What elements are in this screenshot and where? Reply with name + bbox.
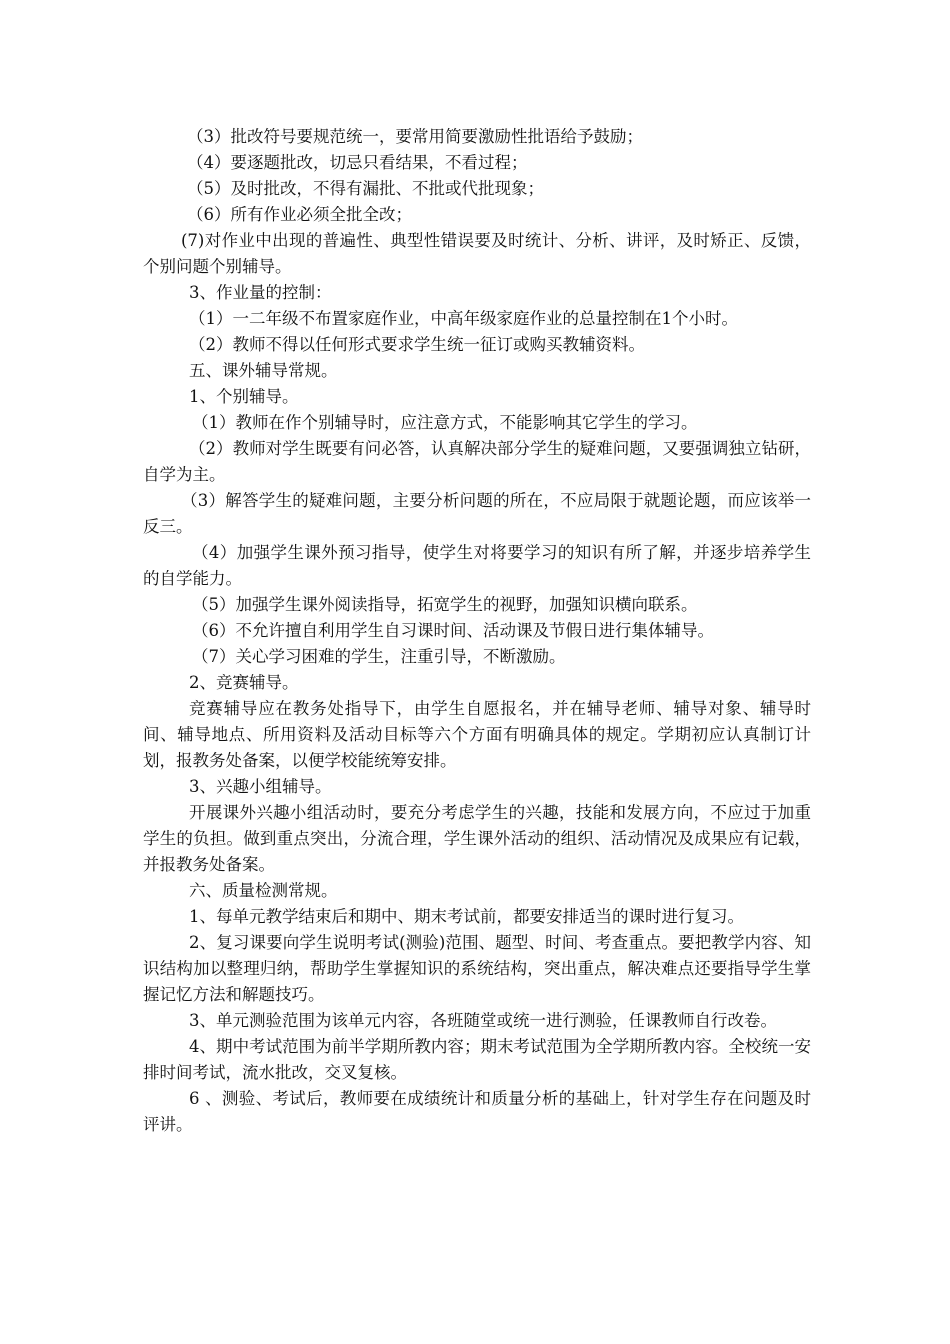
paragraph: 3、单元测验范围为该单元内容，各班随堂或统一进行测验，任课教师自行改卷。 (189, 1011, 777, 1030)
paragraph: （7）关心学习困难的学生，注重引导，不断激励。 (192, 647, 566, 666)
paragraph: （2）教师对学生既要有问必答，认真解决部分学生的疑难问题，又要强调独立钻研，自学为主。 (143, 439, 811, 484)
paragraph: （5）及时批改，不得有漏批、不批或代批现象； (187, 179, 544, 198)
paragraph: （1）一二年级不布置家庭作业，中高年级家庭作业的总量控制在1个小时。 (189, 309, 738, 328)
paragraph: （6）所有作业必须全批全改； (187, 205, 412, 224)
section-heading: 五、课外辅导常规。 (189, 361, 338, 380)
paragraph: (7)对作业中出现的普遍性、典型性错误要及时统计、分析、讲评，及时矫正、反馈，个别问题个别辅导。 (143, 231, 811, 276)
paragraph: （5）加强学生课外阅读指导，拓宽学生的视野，加强知识横向联系。 (192, 595, 698, 614)
paragraph: （3）批改符号要规范统一，要常用简要激励性批语给予鼓励； (187, 127, 643, 146)
section-heading: 2、竞赛辅导。 (189, 673, 299, 692)
paragraph: 6 、测验、考试后，教师要在成绩统计和质量分析的基础上，针对学生存在问题及时评讲。 (143, 1089, 811, 1134)
paragraph: （4）加强学生课外预习指导，使学生对将要学习的知识有所了解，并逐步培养学生的自学能力。 (143, 543, 811, 588)
paragraph: （1）教师在作个别辅导时，应注意方式，不能影响其它学生的学习。 (192, 413, 698, 432)
paragraph: 2、复习课要向学生说明考试(测验)范围、题型、时间、考查重点。要把教学内容、知识结构加以整理归纳，帮助学生掌握知识的系统结构，突出重点，解决难点还要指导学生掌握记忆方法和解题技巧。 (143, 933, 811, 1004)
paragraph: 竞赛辅导应在教务处指导下，由学生自愿报名，并在辅导老师、辅导对象、辅导时间、辅导地点、所用资料及活动目标等六个方面有明确具体的规定。学期初应认真制订计划，报教务处备案，以便学校能统筹安排。 (143, 699, 811, 770)
paragraph: （3）解答学生的疑难问题，主要分析问题的所在，不应局限于就题论题，而应该举一反三。 (143, 491, 811, 536)
document-body (143, 124, 811, 1138)
section-heading: 3、兴趣小组辅导。 (189, 777, 332, 796)
paragraph: 开展课外兴趣小组活动时，要充分考虑学生的兴趣，技能和发展方向，不应过于加重学生的负担。做到重点突出，分流合理，学生课外活动的组织、活动情况及成果应有记载，并报教务处备案。 (143, 803, 811, 874)
paragraph: 1、每单元教学结束后和期中、期末考试前，都要安排适当的课时进行复习。 (189, 907, 744, 926)
section-heading: 1、个别辅导。 (189, 387, 299, 406)
paragraph: （4）要逐题批改，切忌只看结果，不看过程； (187, 153, 528, 172)
paragraph: 4、期中考试范围为前半学期所教内容；期末考试范围为全学期所教内容。全校统一安排时间考试，流水批改，交叉复核。 (143, 1037, 811, 1082)
section-heading: 3、作业量的控制： (189, 283, 332, 302)
section-heading: 六、质量检测常规。 (189, 881, 338, 900)
paragraph: （6）不允许擅自利用学生自习课时间、活动课及节假日进行集体辅导。 (192, 621, 714, 640)
paragraph: （2）教师不得以任何形式要求学生统一征订或购买教辅资料。 (189, 335, 645, 354)
